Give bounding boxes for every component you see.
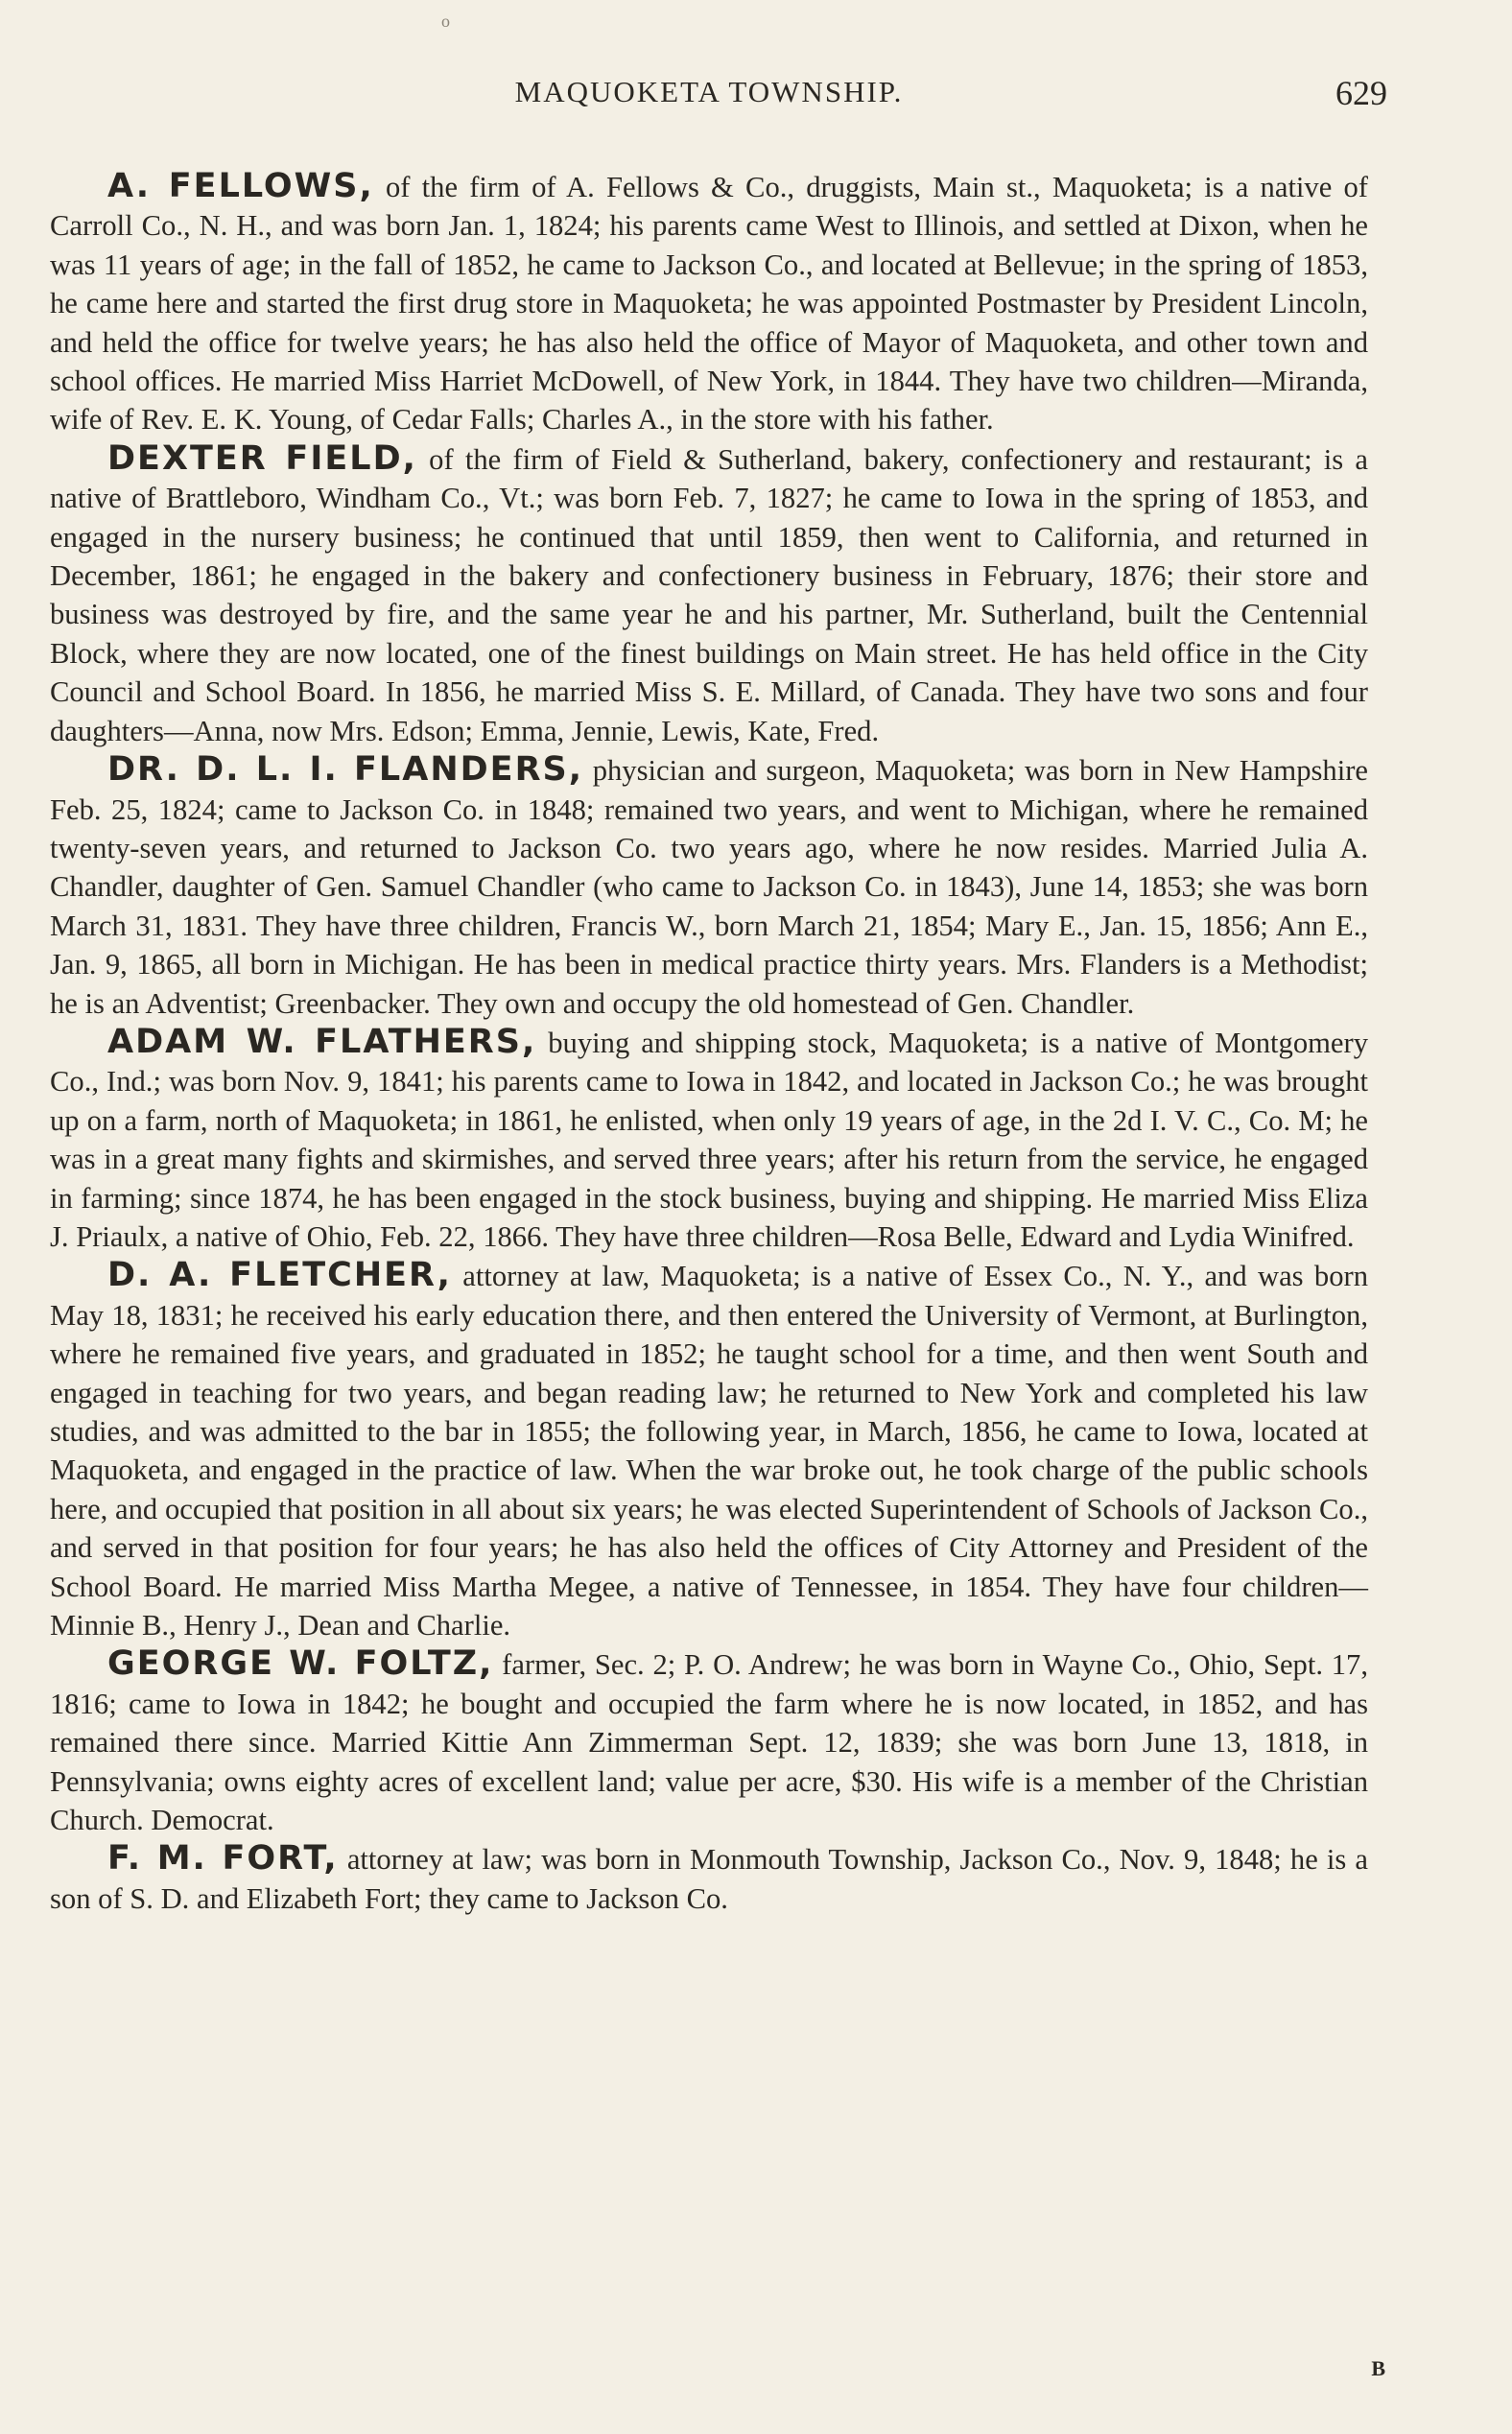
entry-text: attorney at law, Maquoketa; is a native of Essex Co., N. Y., and was born May 18, 1831; he received his early education there, and then entered the University of Vermont, at Burlington, where he remained five years, and graduated in 1852; he taught school for a time, and then went South and engaged in teaching for two years, and began reading law; he returned to New York and completed his law studies, and was admitted to the bar in 1855; the following year, in March, 1856, he came to Iowa, located at Maquoketa, and engaged in the practice of law. When the war broke out, he took charge of the public schools here, and occupied that position in all about six years; he was elected Superintendent of Schools of Jackson Co., and served in that position for four years; he has also held the offices of City Attorney and President of the School Board. He married Miss Martha Megee, a native of Tennessee, in 1854. They have four children—Minnie B., Henry J., Dean and Charlie. xyxy=(50,1260,1369,1642)
entry-name: F. M. FORT, xyxy=(107,1839,339,1879)
entry-text: of the firm of Field & Sutherland, bakery, confectionery and restaurant; is a native of Brattleboro, Windham Co., Vt.; was born Feb. 7, 1827; he came to Iowa in the spring of 1853, and engaged in the nursery business; he continued that until 1859, then went to California, and returned in December, 1861; he engaged in the bakery and confectionery business in February, 1876; their store and business was destroyed by fire, and the same year he and his partner, Mr. Sutherland, built the Centennial Block, where they are now located, one of the finest buildings on Main street. He has held office in the City Council and School Board. In 1856, he married Miss S. E. Millard, of Canada. They have two sons and four daughters—Anna, now Mrs. Edson; Emma, Jennie, Lewis, Kate, Fred. xyxy=(50,442,1368,747)
top-mark: o xyxy=(441,12,450,31)
entry-text: buying and shipping stock, Maquoketa; is a native of Montgomery Co., Ind.; was born Nov. 9, 1841; his parents came to Iowa in 1842, and located in Jackson Co.; he was brought up on a farm, north of Maquoketa; in 1861, he enlisted, when only 19 years of age, in the 2d I. V. C., Co. M; he was in a great many fights and skirmishes, and served three years; after his return from the service, he engaged in farming; since 1874, he has been engaged in the stock business, buying and shipping. He married Miss Eliza J. Priaulx, a native of Ohio, Feb. 22, 1866. They have three children—Rosa Belle, Edward and Lydia Winifred. xyxy=(50,1026,1368,1253)
signature-mark: B xyxy=(1371,2356,1385,2380)
biography-entry xyxy=(50,439,1368,750)
biography-list xyxy=(50,167,1368,1918)
entry-text: of the firm of A. Fellows & Co., druggists, Main st., Maquoketa; is a native of Carroll Co., N. H., and was born Jan. 1, 1824; his parents came West to Illinois, and settled at Dixon, when he was 11 years of age; in the fall of 1852, he came to Jackson Co., and located at Bellevue; in the spring of 1853, he came here and started the first drug store in Maquoketa; he was appointed Postmaster by President Lincoln, and held the office for twelve years; he has also held the office of Mayor of Maquoketa, and other town and school offices. He married Miss Harriet McDowell, of New York, in 1844. They have two children—Miranda, wife of Rev. E. K. Young, of Cedar Falls; Charles A., in the store with his father. xyxy=(50,171,1368,437)
biography-entry xyxy=(50,1839,1368,1918)
entry-name: D. A. FLETCHER, xyxy=(107,1256,452,1295)
entry-text: farmer, Sec. 2; P. O. Andrew; he was born in Wayne Co., Ohio, Sept. 17, 1816; came to Iowa in 1842; he bought and occupied the farm where he is now located, in 1852, and has remained there since. Married Kittie Ann Zimmerman Sept. 12, 1839; she was born June 13, 1818, in Pennsylvania; owns eighty acres of excellent land; value per acre, $30. His wife is a member of the Christian Church. Democrat. xyxy=(50,1648,1368,1837)
entry-name: DR. D. L. I. FLANDERS, xyxy=(107,750,584,790)
biography-entry xyxy=(50,1256,1368,1644)
entry-name: ADAM W. FLATHERS, xyxy=(107,1022,537,1061)
biography-entry xyxy=(50,1023,1368,1256)
biography-entry xyxy=(50,167,1368,439)
running-title: MAQUOKETA TOWNSHIP. xyxy=(514,75,904,108)
entry-name: A. FELLOWS, xyxy=(107,167,374,205)
biography-entry xyxy=(50,1644,1368,1839)
biography-entry xyxy=(50,750,1368,1023)
entry-name: DEXTER FIELD, xyxy=(107,438,417,478)
entry-name: GEORGE W. FOLTZ, xyxy=(107,1644,494,1684)
entry-text: attorney at law; was born in Monmouth Township, Jackson Co., Nov. 9, 1848; he is a son of S. D. and Elizabeth Fort; they came to Jackson Co. xyxy=(50,1843,1368,1915)
running-head xyxy=(50,74,1387,129)
page-number: 629 xyxy=(1335,74,1387,112)
entry-text: physician and surgeon, Maquoketa; was born in New Hampshire Feb. 25, 1824; came to Jackson Co. in 1848; remained two years, and went to Michigan, where he remained twenty-seven years, and returned to Jackson Co. two years ago, where he now resides. Married Julia A. Chandler, daughter of Gen. Samuel Chandler (who came to Jackson Co. in 1843), June 14, 1853; she was born March 31, 1831. They have three children, Francis W., born March 21, 1854; Mary E., Jan. 15, 1856; Ann E., Jan. 9, 1865, all born in Michigan. He has been in medical practice thirty years. Mrs. Flanders is a Methodist; he is an Adventist; Greenbacker. They own and occupy the old homestead of Gen. Chandler. xyxy=(50,754,1368,1020)
